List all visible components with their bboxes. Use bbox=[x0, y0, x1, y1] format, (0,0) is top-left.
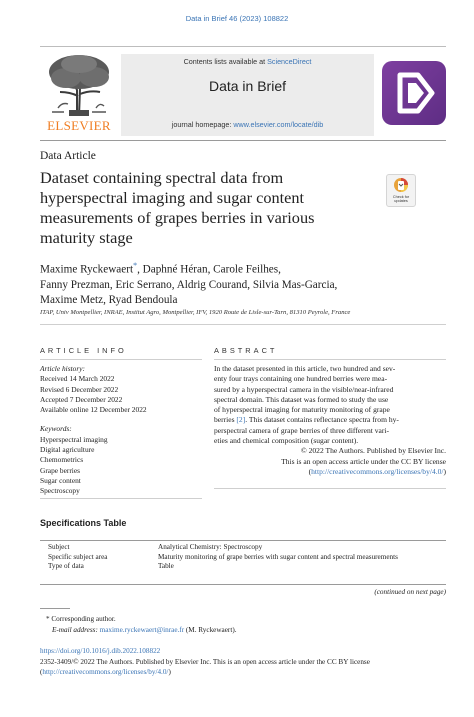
article-info-column bbox=[40, 364, 202, 497]
affiliation-rule bbox=[40, 324, 446, 325]
author-list bbox=[40, 258, 440, 308]
email-owner: (M. Ryckewaert). bbox=[185, 625, 237, 634]
abstract-line: In the dataset presented in this article, two hundred and sev- bbox=[214, 364, 396, 373]
corresponding-author-footnote bbox=[46, 614, 446, 625]
article-info-bottom-rule bbox=[40, 498, 202, 499]
keyword-item: Sugar content bbox=[40, 475, 81, 485]
journal-homepage-link[interactable]: www.elsevier.com/locate/dib bbox=[233, 120, 324, 129]
table-row bbox=[48, 553, 446, 563]
author-line-1 bbox=[40, 258, 440, 278]
email-label: E-mail address: bbox=[52, 625, 98, 634]
abstract-line-end: . This dataset contains reflectance spectra from hy- bbox=[245, 415, 399, 425]
spec-value: Maturity monitoring of grape berries with sugar content and spectral measurements bbox=[158, 552, 398, 561]
check-for-updates-label: Check for updates bbox=[392, 195, 410, 204]
elsevier-logo bbox=[40, 52, 118, 136]
elsevier-tree-icon bbox=[44, 52, 114, 118]
history-received: Received 14 March 2022 bbox=[40, 374, 115, 384]
author-email-link[interactable]: maxime.ryckewaert@inrae.fr bbox=[99, 625, 185, 634]
check-for-updates-icon bbox=[387, 175, 415, 195]
check-for-updates-button[interactable] bbox=[386, 174, 416, 207]
license-statement: This is an open access article under the CC BY license bbox=[281, 456, 446, 466]
doi-link[interactable]: https://doi.org/10.1016/j.dib.2022.108822 bbox=[40, 647, 161, 655]
masthead-top-rule bbox=[40, 46, 446, 47]
article-info-rule bbox=[40, 359, 202, 360]
footer-license-link-line bbox=[40, 667, 446, 678]
dib-arrow-icon bbox=[382, 61, 446, 125]
history-online: Available online 12 December 2022 bbox=[40, 405, 147, 415]
abstract-line: of hyperspectral imaging for maturity monitoring of grape bbox=[214, 405, 390, 415]
keywords-label: Keywords: bbox=[40, 424, 72, 434]
author-line-2: Fanny Prezman, Eric Serrano, Aldrig Courand, Silvia Mas-Garcia, bbox=[40, 278, 338, 291]
spec-value: Analytical Chemistry: Spectroscopy bbox=[158, 543, 263, 551]
table-row bbox=[48, 562, 446, 572]
masthead-bottom-rule bbox=[40, 140, 446, 141]
spec-value: Table bbox=[158, 562, 174, 571]
article-info-heading: ARTICLE INFO bbox=[40, 346, 127, 355]
homepage-prefix: journal homepage: bbox=[171, 120, 234, 129]
copyright-notice: © 2022 The Authors. Published by Elsevier Inc. bbox=[301, 446, 446, 456]
sciencedirect-link[interactable]: ScienceDirect bbox=[267, 57, 312, 66]
footnote-rule bbox=[40, 608, 70, 609]
keyword-item: Hyperspectral imaging bbox=[40, 434, 108, 444]
license-paren-close: ) bbox=[443, 466, 446, 476]
abstract-rule bbox=[214, 359, 446, 360]
footnotes bbox=[46, 614, 446, 635]
abstract-line bbox=[214, 415, 446, 425]
abstract-heading: ABSTRACT bbox=[214, 346, 278, 355]
keyword-item: Digital agriculture bbox=[40, 445, 95, 455]
spec-key: Specific subject area bbox=[48, 552, 108, 561]
contents-prefix: Contents lists available at bbox=[183, 57, 268, 66]
doi-footer bbox=[40, 646, 446, 678]
license-paren-open: ( bbox=[308, 466, 312, 476]
email-footnote bbox=[46, 625, 446, 636]
table-row bbox=[48, 543, 446, 553]
abstract-line-start: berries bbox=[214, 415, 237, 425]
history-accepted: Accepted 7 December 2022 bbox=[40, 394, 123, 404]
spec-table-top-rule bbox=[40, 540, 446, 541]
specifications-table bbox=[48, 543, 446, 572]
reference-link[interactable]: [2] bbox=[236, 415, 246, 425]
journal-reference-link[interactable]: Data in Brief 46 (2023) 108822 bbox=[185, 14, 289, 23]
footnote-mark: * bbox=[46, 615, 50, 623]
license-link-line bbox=[214, 467, 446, 477]
corresponding-author-mark[interactable]: * bbox=[133, 261, 138, 270]
journal-homepage-line bbox=[121, 120, 374, 129]
abstract-line: enty four trays containing one hundred berries were mea- bbox=[214, 374, 388, 384]
abstract-line: sured by a hyperspectral camera in the visible/near-infrared bbox=[214, 384, 394, 394]
continued-notice: (continued on next page) bbox=[374, 588, 446, 596]
footer-paren-close: ) bbox=[168, 668, 171, 677]
issn-license-line: 2352-3409/© 2022 The Authors. Published by Elsevier Inc. This is an open access article under the CC BY license bbox=[40, 657, 370, 666]
footer-cc-license-link[interactable]: http://creativecommons.org/licenses/by/4.0/ bbox=[42, 668, 169, 677]
cc-license-link[interactable]: http://creativecommons.org/licenses/by/4.0/ bbox=[311, 466, 444, 476]
keyword-item: Grape berries bbox=[40, 465, 81, 475]
abstract-bottom-rule bbox=[214, 488, 446, 489]
abstract-body bbox=[214, 364, 446, 477]
keyword-item: Chemometrics bbox=[40, 455, 84, 465]
abstract-line: perspectral camera of grape berries of three different vari- bbox=[214, 425, 390, 435]
paper-title: Dataset containing spectral data from hyperspectral imaging and sugar content measurements of grapes berries in various maturity stage bbox=[40, 168, 315, 247]
journal-title: Data in Brief bbox=[208, 78, 287, 94]
specifications-table-title: Specifications Table bbox=[40, 518, 127, 528]
contents-available-line bbox=[121, 57, 374, 66]
footer-paren-open: ( bbox=[40, 668, 43, 677]
data-in-brief-logo bbox=[382, 61, 446, 125]
corresponding-author-name[interactable]: Maxime Ryckewaert bbox=[40, 263, 134, 276]
article-type: Data Article bbox=[40, 150, 96, 162]
spec-table-bottom-rule bbox=[40, 584, 446, 585]
abstract-line: spectral domain. This dataset was formed to study the use bbox=[214, 394, 389, 404]
history-revised: Revised 6 December 2022 bbox=[40, 384, 119, 394]
author-line-1-rest: , Daphné Héran, Carole Feilhes, bbox=[137, 263, 281, 276]
journal-masthead-panel bbox=[121, 54, 374, 136]
elsevier-wordmark: ELSEVIER bbox=[47, 118, 111, 133]
abstract-line: eties and chemical composition (sugar content). bbox=[214, 436, 359, 446]
corresponding-author-note: Corresponding author. bbox=[51, 615, 116, 623]
spec-key: Type of data bbox=[48, 562, 84, 571]
spec-key: Subject bbox=[48, 543, 70, 551]
keyword-item: Spectroscopy bbox=[40, 486, 80, 496]
author-affiliation: ITAP, Univ Montpellier, INRAE, Institut Agro, Montpellier, IFV, 1920 Route de Lisle-sur-Tarn, 81310 Peyrole, France bbox=[40, 309, 351, 316]
author-line-3: Maxime Metz, Ryad Bendoula bbox=[40, 293, 178, 306]
history-label: Article history: bbox=[40, 364, 85, 373]
